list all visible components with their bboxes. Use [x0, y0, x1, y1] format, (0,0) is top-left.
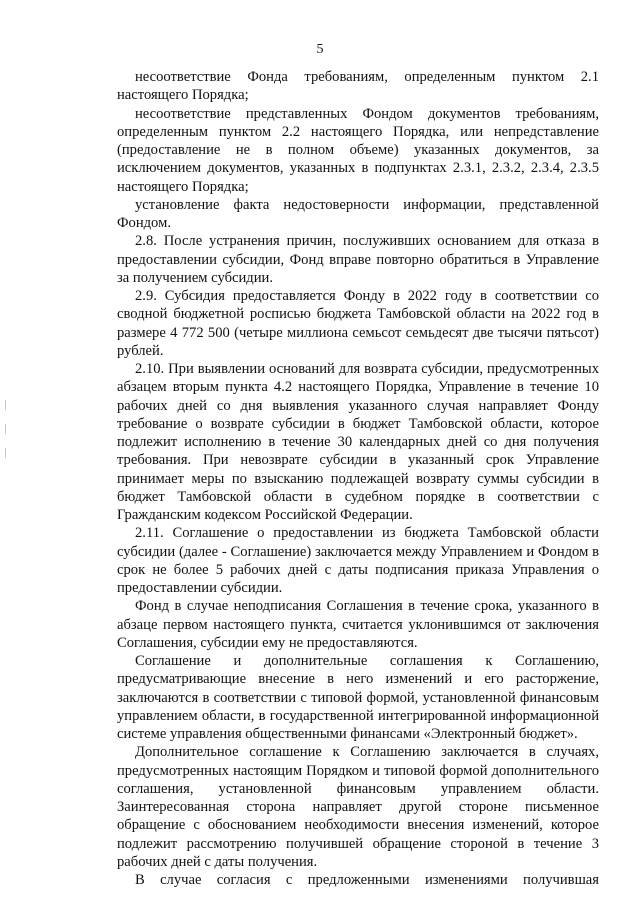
paragraph-additional-agreement: Дополнительное соглашение к Соглашению заключается в случаях, предусмотренных настоящим Порядком и типовой формой дополнительного соглашения, установленной финансовым управлением области. Заинтересованная сторона направляет другой стороне письменное обращение с обоснованием необходимости внесения изменений, которое подлежит рассмотрению получившей обращение стороной в течение 3 рабочих дней с даты получения.: [117, 744, 599, 870]
page-number: 5: [316, 42, 324, 57]
paragraph-2-8: 2.8. После устранения причин, послуживших основанием для отказа в предоставлении субсидии, Фонд вправе повторно обратиться в Управление за получением субсидии.: [117, 233, 599, 286]
paragraph-non-signing: Фонд в случае неподписания Соглашения в течение срока, указанного в абзаце первом настоящего пункта, считается уклонившимся от заключения Соглашения, субсидии ему не предоставляются.: [117, 598, 599, 651]
document-body: [117, 68, 599, 889]
paragraph-2-9: 2.9. Субсидия предоставляется Фонду в 2022 году в соответствии со сводной бюджетной росписью бюджета Тамбовской области на 2022 год в размере 4 772 500 (четыре миллиона семьсот семьдесят две тысячи пятьсот) рублей.: [117, 288, 599, 359]
paragraph-documents-nonconformity: несоответствие представленных Фондом документов требованиям, определенным пунктом 2.2 настоящего Порядка, или непредставление (предоставление не в полном объеме) указанных документов, за исключением документов, указанных в подпунктах 2.3.1, 2.3.2, 2.3.4, 2.3.5 настоящего Порядка;: [117, 105, 599, 195]
paragraph-2-10: 2.10. При выявлении оснований для возврата субсидии, предусмотренных абзацем вторым пункта 4.2 настоящего Порядка, Управление в течение 10 рабочих дней со дня выявления указанного случая направляет Фонду требование о возврате субсидии в бюджет Тамбовской области, которое подлежит исполнению в течение 30 календарных дней со дня получения требования. При невозврате субсидии в указанный срок Управление принимает меры по взысканию подлежащей возврату суммы субсидии в бюджет Тамбовской области в судебном порядке в соответствии с Гражданским кодексом Российской Федерации.: [117, 361, 599, 523]
paragraph-fund-nonconformity: несоответствие Фонда требованиям, определенным пунктом 2.1 настоящего Порядка;: [117, 69, 599, 104]
paragraph-false-information: установление факта недостоверности информации, представленной Фондом.: [117, 196, 599, 231]
paragraph-consent: В случае согласия с предложенными изменениями получившая: [135, 872, 599, 888]
paragraph-agreement-form: Соглашение и дополнительные соглашения к Соглашению, предусматривающие внесение в него изменений и его расторжение, заключаются в соответствии с типовой формой, установленной финансовым управлением области, в государственной интегрированной информационной системе управления общественными финансами «Электронный бюджет».: [117, 653, 599, 742]
paragraph-2-11: 2.11. Соглашение о предоставлении из бюджета Тамбовской области субсидии (далее - Соглашение) заключается между Управлением и Фондом в срок не более 5 рабочих дней с даты подписания приказа Управления о предоставлении субсидии.: [117, 525, 599, 596]
margin-mark: [5, 424, 6, 434]
margin-mark: [5, 448, 6, 458]
margin-mark: [5, 400, 6, 410]
margin-marks: [4, 400, 8, 470]
